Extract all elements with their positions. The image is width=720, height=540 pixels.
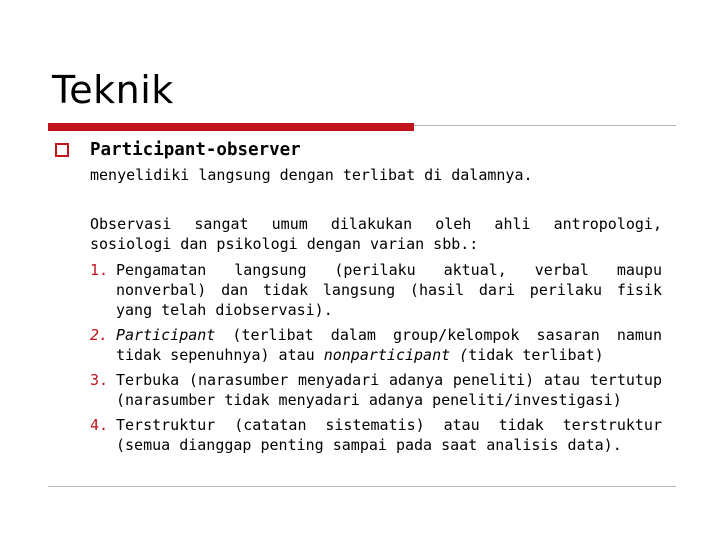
list-item xyxy=(90,415,662,455)
intro-line: menyelidiki langsung dengan terlibat di dalamnya. xyxy=(90,166,533,184)
list-number: 1. xyxy=(90,261,109,279)
list-item xyxy=(90,370,662,410)
description-paragraph: Observasi sangat umum dilakukan oleh ahli antropologi, sosiologi dan psikologi dengan varian sbb.: xyxy=(90,215,662,253)
bullet-heading: Participant-observer xyxy=(90,140,301,160)
list-item-text: Terbuka (narasumber menyadari adanya peneliti) atau tertutup (narasumber tidak menyadari adanya peneliti/investigasi) xyxy=(116,371,662,409)
square-bullet-icon xyxy=(55,143,69,157)
list-item-term: Participant xyxy=(116,326,216,344)
title-accent-bar xyxy=(48,123,414,131)
numbered-list xyxy=(90,260,662,460)
list-item xyxy=(90,325,662,365)
list-item-text: Pengamatan langsung (perilaku aktual, verbal maupu nonverbal) dan tidak langsung (hasil dari perilaku fisik yang telah diobservasi). xyxy=(116,261,662,319)
list-number: 2. xyxy=(90,326,109,344)
slide-title: Teknik xyxy=(52,68,174,112)
list-number: 4. xyxy=(90,416,109,434)
list-number: 3. xyxy=(90,371,109,389)
list-item-text: tidak terlibat) xyxy=(468,346,604,364)
list-item xyxy=(90,260,662,320)
footer-divider xyxy=(48,486,676,487)
list-item-text: (terlibat dalam group/kelompok sasaran namun tidak sepenuhnya) atau xyxy=(116,326,662,364)
list-item-text: Terstruktur (catatan sistematis) atau tidak terstruktur (semua dianggap penting sampai pada saat analisis data). xyxy=(116,416,662,454)
list-item-term: nonparticipant ( xyxy=(323,346,469,364)
